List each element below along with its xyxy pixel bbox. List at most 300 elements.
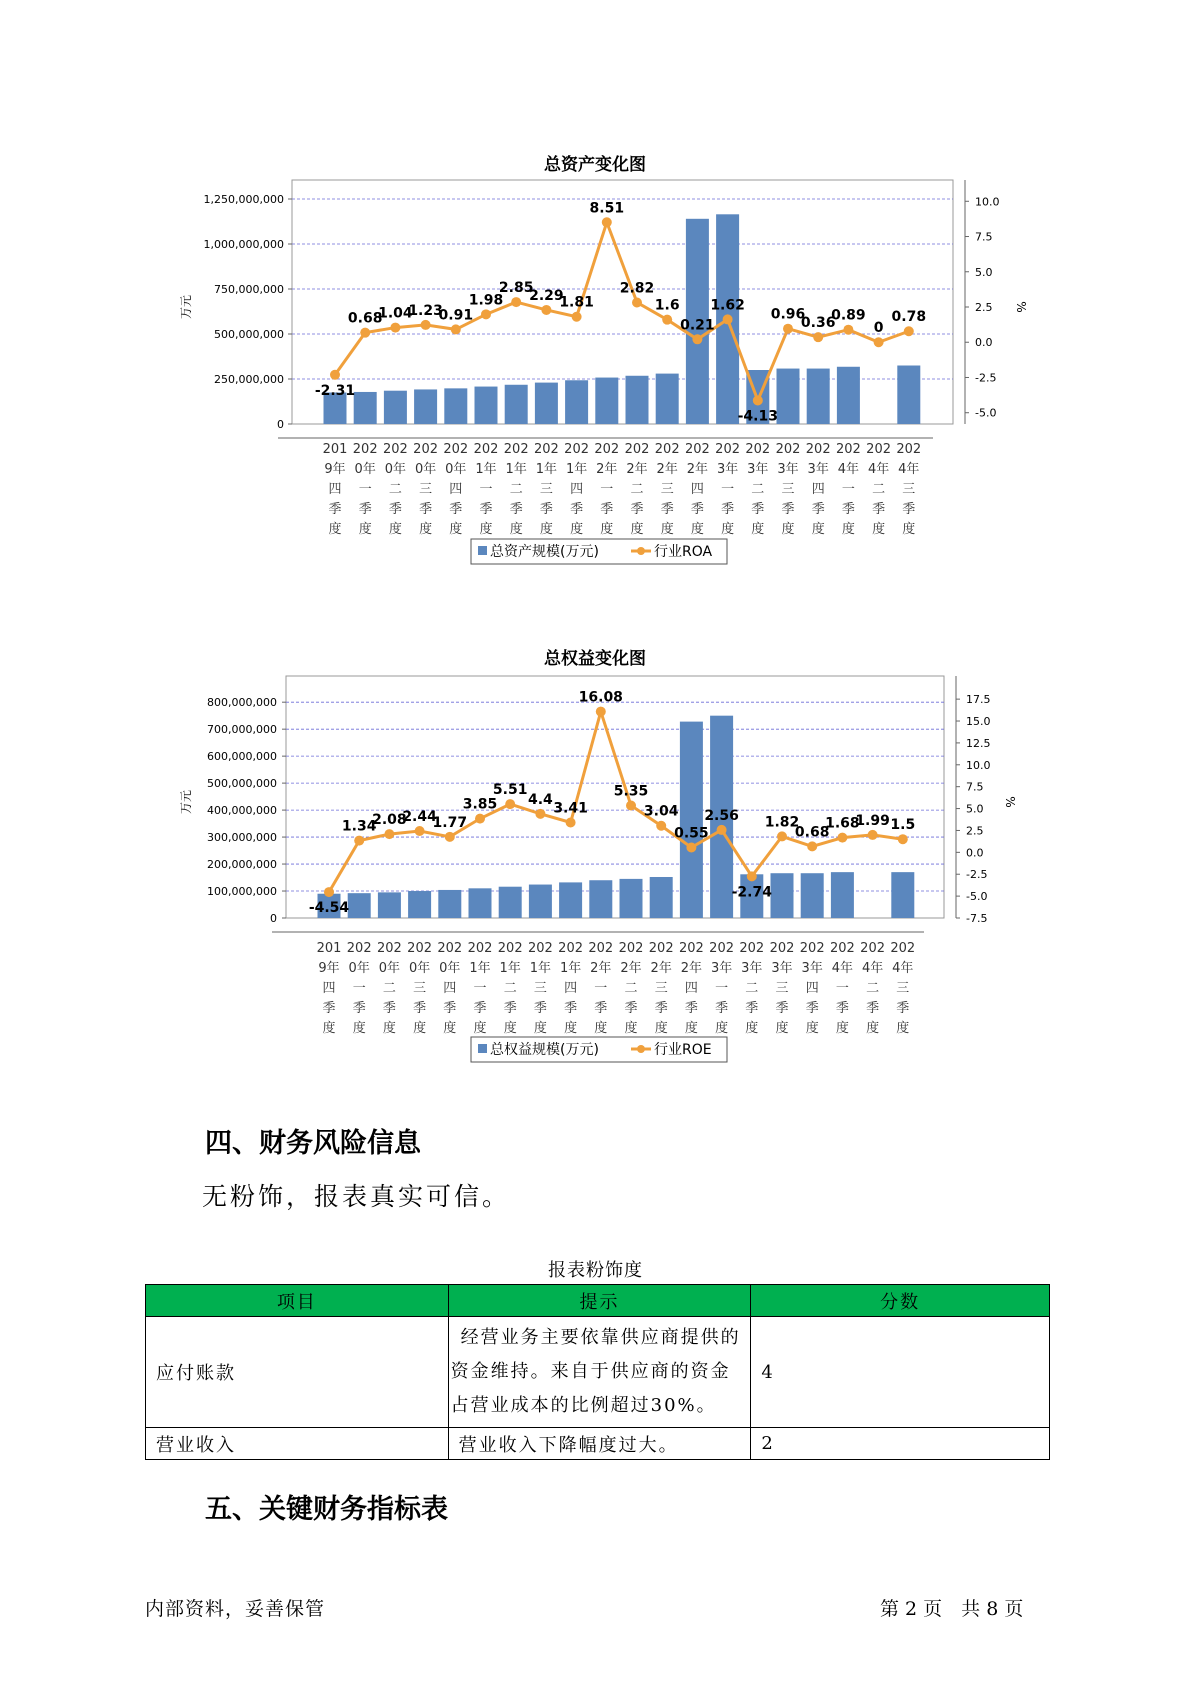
x-tick-label: 一	[721, 482, 735, 497]
x-tick-label: 202	[739, 941, 765, 956]
legend-swatch-bar	[478, 546, 487, 555]
data-label: 0.96	[770, 306, 806, 323]
bar	[777, 369, 800, 424]
x-tick-label: 度	[690, 522, 704, 537]
data-point	[324, 887, 334, 897]
data-label: 1.82	[764, 814, 800, 831]
x-tick-label: 二	[388, 482, 402, 497]
x-tick-label: 202	[835, 442, 861, 457]
data-label: 8.51	[589, 200, 625, 217]
data-label: 1.62	[710, 297, 745, 314]
x-tick-label: 度	[533, 1021, 547, 1036]
bar	[505, 385, 528, 424]
data-label: 1.04	[378, 305, 413, 322]
bar	[414, 389, 437, 424]
y2-tick-label: -2.5	[975, 371, 997, 385]
data-point	[535, 809, 545, 819]
data-point	[511, 297, 521, 307]
y2-tick-label: 2.5	[975, 301, 993, 314]
x-tick-label: 三	[775, 981, 789, 996]
bar	[378, 892, 401, 918]
section-4-text: 无粉饰，报表真实可信。	[202, 1182, 511, 1211]
x-tick-label: 2年	[686, 462, 709, 477]
x-tick-label: 季	[388, 502, 402, 517]
x-tick-label: 度	[328, 522, 342, 537]
x-tick-label: 202	[866, 442, 892, 457]
data-label: 0.36	[800, 315, 836, 332]
y-tick-label: 0	[270, 912, 277, 925]
x-tick-label: 度	[684, 1021, 698, 1036]
x-tick-label: 4年	[898, 462, 920, 477]
x-tick-label: 季	[479, 502, 493, 517]
data-point	[481, 309, 491, 319]
x-tick-label: 季	[684, 1001, 698, 1016]
bar	[831, 872, 854, 918]
y-axis-title: 万元	[179, 789, 193, 815]
data-label: 0.68	[347, 310, 383, 327]
bar	[444, 388, 467, 424]
x-tick-label: 202	[588, 941, 614, 956]
x-tick-label: 202	[890, 941, 916, 956]
x-tick-label: 度	[866, 1021, 880, 1036]
data-label: 2.29	[529, 287, 564, 304]
x-tick-label: 度	[902, 522, 916, 537]
y2-tick-label: 15.0	[966, 715, 991, 729]
x-tick-label: 季	[509, 502, 523, 517]
x-tick-label: 202	[407, 941, 433, 956]
x-tick-label: 202	[860, 941, 886, 956]
x-tick-label: 度	[660, 522, 674, 537]
y2-tick-label: -5.0	[975, 406, 997, 420]
data-label: 2.82	[619, 280, 655, 297]
data-point	[656, 821, 666, 831]
x-tick-label: 季	[781, 502, 795, 517]
bar	[384, 391, 407, 424]
x-tick-label: 四	[690, 482, 704, 497]
bar	[620, 879, 643, 918]
y2-tick-label: -2.5	[966, 868, 988, 882]
y2-tick-label: 2.5	[966, 824, 984, 838]
x-tick-label: 度	[835, 1021, 849, 1036]
x-tick-label: 季	[352, 1001, 366, 1016]
data-point	[360, 328, 370, 338]
x-tick-label: 0年	[348, 961, 370, 976]
x-tick-label: 度	[775, 1021, 789, 1036]
bar	[807, 369, 830, 424]
data-label: 3.85	[462, 796, 498, 813]
y-tick-label: 1,000,000,000	[203, 238, 284, 251]
x-tick-label: 2年	[650, 961, 672, 976]
x-tick-label: 度	[388, 522, 402, 537]
data-point	[415, 826, 425, 836]
x-tick-label: 四	[328, 482, 342, 497]
table-cell-item: 营业收入	[146, 1428, 449, 1460]
data-label: 1.5	[890, 817, 916, 834]
x-tick-label: 202	[503, 442, 529, 457]
x-tick-label: 1年	[469, 961, 491, 976]
x-tick-label: 202	[775, 442, 801, 457]
x-tick-label: 一	[715, 981, 729, 996]
data-label: 0.91	[438, 307, 474, 324]
x-tick-label: 202	[352, 442, 378, 457]
x-tick-label: 度	[419, 522, 433, 537]
x-tick-label: 一	[841, 482, 855, 497]
data-label: 0.68	[794, 824, 830, 841]
table-row	[146, 1428, 1050, 1460]
x-tick-label: 季	[902, 502, 916, 517]
y-tick-label: 600,000,000	[207, 750, 277, 764]
x-tick-label: 度	[721, 522, 735, 537]
table-caption: 报表粉饰度	[548, 1260, 643, 1281]
x-tick-label: 度	[358, 522, 372, 537]
x-tick-label: 度	[382, 1021, 396, 1036]
x-tick-label: 度	[479, 522, 493, 537]
table-header-score: 分数	[751, 1285, 1050, 1317]
x-tick-label: 0年	[408, 961, 431, 976]
bar	[408, 891, 431, 918]
x-tick-label: 二	[624, 981, 638, 996]
y-tick-label: 500,000,000	[207, 777, 277, 791]
x-tick-label: 202	[413, 442, 439, 457]
data-point	[843, 325, 853, 335]
bar	[891, 872, 914, 918]
x-tick-label: 一	[479, 482, 493, 497]
data-point	[753, 395, 763, 405]
bar	[559, 882, 582, 918]
data-label: 0	[873, 320, 884, 337]
data-label: 3.41	[553, 800, 588, 817]
x-tick-label: 季	[564, 1001, 578, 1016]
x-tick-label: 度	[630, 522, 644, 537]
x-tick-label: 度	[745, 1021, 759, 1036]
data-point	[632, 297, 642, 307]
x-tick-label: 2年	[590, 961, 612, 976]
bar	[650, 877, 673, 918]
x-tick-label: 202	[829, 941, 855, 956]
x-tick-label: 202	[769, 941, 795, 956]
bar	[535, 383, 558, 424]
x-tick-label: 四	[684, 981, 698, 996]
data-point	[783, 324, 793, 334]
x-tick-label: 2年	[596, 462, 618, 477]
x-tick-label: 度	[781, 522, 795, 537]
y2-tick-label: 17.5	[966, 693, 991, 707]
data-label: 5.35	[613, 783, 649, 800]
data-point	[807, 841, 817, 851]
x-tick-label: 度	[352, 1021, 366, 1036]
x-tick-label: 3年	[801, 961, 823, 976]
x-tick-label: 度	[570, 522, 584, 537]
x-tick-label: 度	[805, 1021, 819, 1036]
x-tick-label: 二	[745, 981, 759, 996]
x-tick-label: 季	[570, 502, 584, 517]
y2-tick-label: 7.5	[975, 230, 993, 244]
x-tick-label: 季	[624, 1001, 638, 1016]
x-tick-label: 四	[449, 482, 463, 497]
x-tick-label: 四	[811, 482, 825, 497]
data-label: 1.99	[855, 812, 890, 829]
bar	[354, 392, 377, 424]
x-tick-label: 四	[564, 981, 578, 996]
data-point	[874, 337, 884, 347]
x-tick-label: 4年	[861, 961, 884, 976]
x-tick-label: 季	[382, 1001, 396, 1016]
x-tick-label: 202	[437, 941, 463, 956]
x-tick-label: 季	[866, 1001, 880, 1016]
x-tick-label: 二	[503, 981, 517, 996]
x-tick-label: 二	[866, 981, 880, 996]
data-label: 0.21	[680, 317, 715, 334]
x-tick-label: 度	[539, 522, 553, 537]
x-tick-label: 季	[539, 502, 553, 517]
data-label: 1.81	[559, 294, 594, 311]
y-tick-label: 700,000,000	[207, 723, 277, 737]
bar	[595, 378, 618, 424]
y-tick-label: 250,000,000	[214, 373, 284, 386]
x-tick-label: 季	[811, 502, 825, 517]
x-tick-label: 一	[358, 482, 372, 497]
x-tick-label: 季	[328, 502, 342, 517]
section-5-title: 五、关键财务指标表	[205, 1494, 448, 1525]
data-point	[868, 830, 878, 840]
y2-tick-label: 5.0	[966, 802, 984, 816]
legend	[471, 1037, 727, 1062]
x-tick-label: 一	[600, 482, 614, 497]
x-tick-label: 季	[322, 1001, 336, 1016]
x-tick-label: 三	[781, 482, 795, 497]
data-point	[572, 312, 582, 322]
x-tick-label: 季	[751, 502, 765, 517]
x-tick-label: 度	[715, 1021, 729, 1036]
x-tick-label: 3年	[777, 462, 799, 477]
x-tick-label: 度	[322, 1021, 336, 1036]
data-point	[692, 334, 702, 344]
data-label: -2.74	[731, 884, 772, 901]
x-tick-label: 一	[473, 981, 487, 996]
x-tick-label: 一	[352, 981, 366, 996]
x-tick-label: 四	[443, 981, 457, 996]
data-point	[566, 817, 576, 827]
x-tick-label: 4年	[831, 961, 854, 976]
data-label: 1.23	[408, 302, 443, 319]
x-tick-label: 一	[594, 981, 608, 996]
x-tick-label: 季	[660, 502, 674, 517]
x-tick-label: 二	[630, 482, 644, 497]
table-header-hint: 提示	[448, 1285, 751, 1317]
data-point	[451, 324, 461, 334]
x-tick-label: 季	[745, 1001, 759, 1016]
x-tick-label: 季	[775, 1001, 789, 1016]
x-tick-label: 202	[678, 941, 704, 956]
bar	[626, 376, 649, 424]
x-tick-label: 度	[503, 1021, 517, 1036]
bar	[348, 893, 371, 918]
data-label: 0.78	[891, 309, 927, 326]
x-tick-label: 4年	[837, 462, 860, 477]
data-point	[390, 323, 400, 333]
bar	[529, 885, 552, 918]
x-tick-label: 1年	[529, 961, 552, 976]
data-label: 2.85	[498, 280, 534, 297]
x-tick-label: 度	[600, 522, 614, 537]
x-tick-label: 3年	[710, 961, 733, 976]
bar	[771, 873, 794, 918]
data-point	[662, 315, 672, 325]
x-tick-label: 202	[382, 442, 408, 457]
x-tick-label: 4年	[867, 462, 890, 477]
y2-tick-label: -5.0	[966, 890, 988, 904]
data-point	[777, 831, 787, 841]
y-tick-label: 400,000,000	[207, 804, 277, 818]
x-tick-label: 季	[473, 1001, 487, 1016]
footer-confidential: 内部资料，妥善保管	[145, 1598, 326, 1620]
data-point	[723, 314, 733, 324]
data-label: -4.54	[308, 900, 350, 917]
x-tick-label: 2年	[680, 961, 703, 976]
y-tick-label: 800,000,000	[207, 696, 277, 710]
data-point	[837, 833, 847, 843]
x-tick-label: 三	[539, 482, 553, 497]
y2-tick-label: 0.0	[966, 846, 984, 860]
x-tick-label: 三	[896, 981, 910, 996]
data-label: 3.04	[643, 803, 679, 820]
bar	[801, 873, 824, 918]
bar	[469, 888, 492, 918]
data-point	[813, 332, 823, 342]
y-tick-label: 500,000,000	[214, 328, 284, 341]
data-point	[541, 305, 551, 315]
x-tick-label: 201	[322, 442, 348, 457]
data-point	[626, 801, 636, 811]
x-tick-label: 三	[654, 981, 668, 996]
data-point	[421, 320, 431, 330]
x-tick-label: 202	[896, 442, 922, 457]
y-tick-label: 1,250,000,000	[203, 193, 284, 206]
x-tick-label: 201	[316, 941, 342, 956]
x-tick-label: 季	[715, 1001, 729, 1016]
data-point	[445, 832, 455, 842]
x-tick-label: 202	[473, 442, 499, 457]
x-tick-label: 度	[473, 1021, 487, 1036]
x-tick-label: 度	[811, 522, 825, 537]
y-tick-label: 300,000,000	[207, 831, 277, 845]
x-tick-label: 0年	[378, 961, 401, 976]
x-tick-label: 1年	[565, 462, 588, 477]
x-tick-label: 季	[503, 1001, 517, 1016]
x-tick-label: 度	[443, 1021, 457, 1036]
data-point	[384, 829, 394, 839]
chart-title: 总资产变化图	[544, 155, 646, 175]
data-label: 16.08	[578, 689, 623, 706]
x-tick-label: 季	[654, 1001, 668, 1016]
x-tick-label: 三	[660, 482, 674, 497]
bar	[680, 722, 703, 918]
data-label: 2.56	[704, 807, 739, 824]
y2-tick-label: 7.5	[966, 780, 984, 794]
data-point	[686, 843, 696, 853]
legend-label-line: 行业ROA	[654, 544, 713, 560]
bar	[438, 890, 461, 918]
data-label: 0.89	[831, 307, 866, 324]
x-tick-label: 季	[841, 502, 855, 517]
table-cell-hint: 经营业务主要依靠供应商提供的资金维持。来自于供应商的资金占营业成本的比例超过30%。	[448, 1317, 751, 1428]
x-tick-label: 202	[533, 442, 559, 457]
x-tick-label: 度	[413, 1021, 427, 1036]
x-tick-label: 度	[624, 1021, 638, 1036]
x-tick-label: 202	[624, 442, 650, 457]
x-tick-label: 3年	[741, 961, 763, 976]
x-tick-label: 度	[841, 522, 855, 537]
data-point	[747, 871, 757, 881]
x-tick-label: 季	[835, 1001, 849, 1016]
x-tick-label: 202	[467, 941, 493, 956]
data-point	[596, 707, 606, 717]
x-tick-label: 度	[564, 1021, 578, 1036]
x-tick-label: 2年	[620, 961, 642, 976]
x-tick-label: 三	[902, 482, 916, 497]
x-tick-label: 度	[896, 1021, 910, 1036]
data-point	[330, 370, 340, 380]
bar	[565, 380, 588, 424]
x-tick-label: 度	[872, 522, 886, 537]
footer-page-number: 第 2 页 共 8 页	[880, 1598, 1024, 1620]
x-tick-label: 四	[805, 981, 819, 996]
bar	[475, 387, 498, 424]
bar	[897, 366, 920, 425]
y2-tick-label: 10.0	[975, 195, 1000, 209]
x-tick-label: 四	[322, 981, 336, 996]
chart-title: 总权益变化图	[544, 649, 646, 669]
x-tick-label: 季	[533, 1001, 547, 1016]
y-tick-label: 750,000,000	[214, 283, 284, 296]
bar	[499, 887, 522, 918]
section-4-title: 四、财务风险信息	[205, 1128, 421, 1159]
data-label: 1.77	[432, 814, 468, 831]
x-tick-label: 季	[600, 502, 614, 517]
data-label: 1.98	[468, 292, 504, 309]
x-tick-label: 度	[654, 1021, 668, 1036]
x-tick-label: 202	[376, 941, 402, 956]
data-label: 2.08	[372, 812, 407, 829]
table-cell-score: 4	[751, 1317, 1050, 1428]
data-label: -2.31	[314, 382, 356, 399]
x-tick-label: 202	[564, 442, 590, 457]
data-point	[354, 836, 364, 846]
data-point	[602, 217, 612, 227]
x-tick-label: 二	[382, 981, 396, 996]
x-tick-label: 三	[533, 981, 547, 996]
x-tick-label: 季	[721, 502, 735, 517]
y-tick-label: 100,000,000	[207, 885, 277, 899]
x-tick-label: 3年	[771, 961, 793, 976]
x-tick-label: 度	[449, 522, 463, 537]
data-label: 1.68	[825, 815, 860, 832]
x-tick-label: 季	[594, 1001, 608, 1016]
table-cell-item: 应付账款	[146, 1317, 449, 1428]
x-tick-label: 202	[684, 442, 710, 457]
x-tick-label: 季	[872, 502, 886, 517]
bar	[589, 880, 612, 918]
data-label: 5.51	[492, 782, 528, 799]
x-tick-label: 季	[630, 502, 644, 517]
x-tick-label: 4年	[892, 961, 914, 976]
x-tick-label: 202	[648, 941, 674, 956]
x-tick-label: 一	[835, 981, 849, 996]
x-tick-label: 1年	[499, 961, 521, 976]
x-tick-label: 1年	[505, 462, 527, 477]
data-label: 0.55	[674, 825, 709, 842]
x-tick-label: 度	[594, 1021, 608, 1036]
